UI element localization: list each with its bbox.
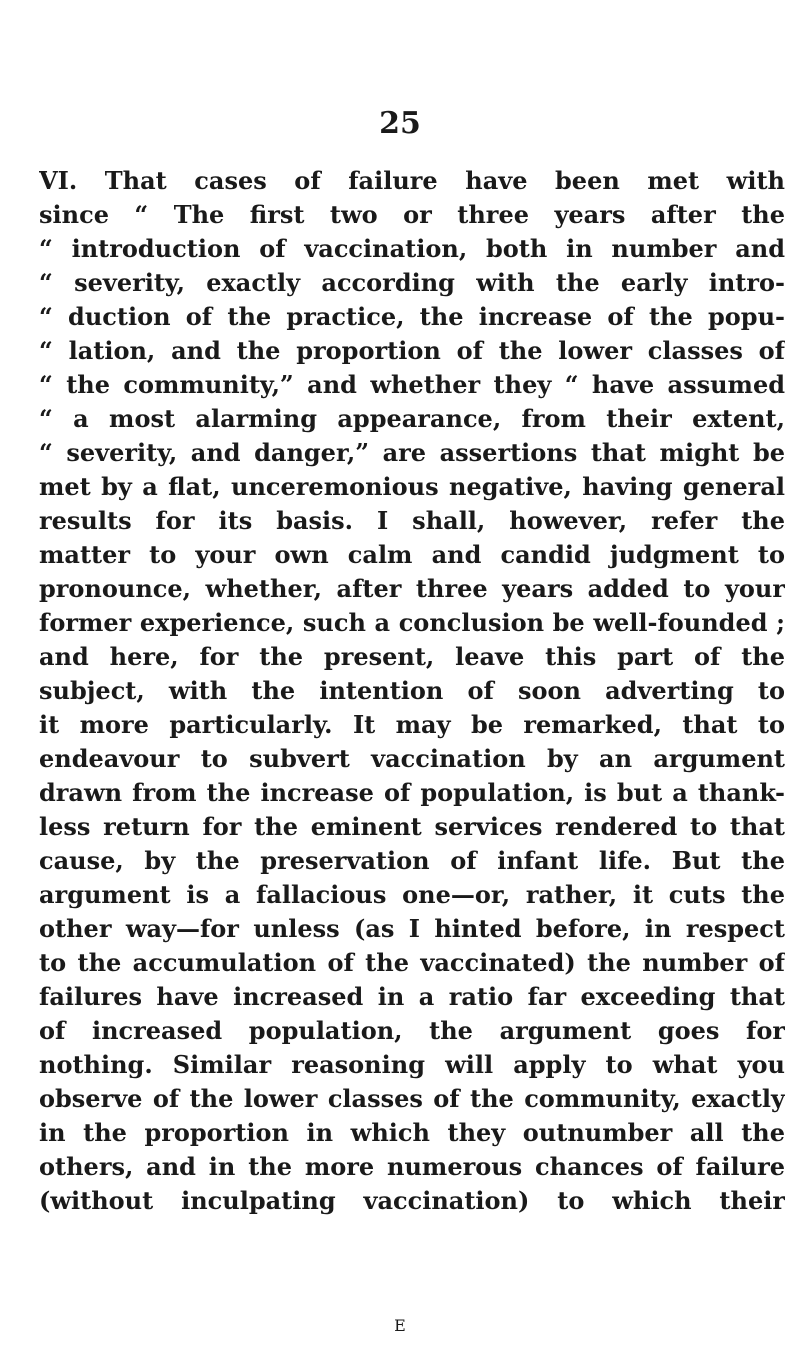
text-line: results for its basis. I shall, however, refer the xyxy=(39,506,785,535)
text-line: (without inculpating vaccination) to which their xyxy=(39,1186,785,1215)
text-line: since “ The first two or three years after the xyxy=(39,200,785,229)
text-line: in the proportion in which they outnumber all the xyxy=(39,1118,785,1147)
text-line: to the accumulation of the vaccinated) the number of xyxy=(39,948,785,977)
text-line: “ severity, and danger,” are assertions that might be xyxy=(39,438,785,467)
text-line: “ introduction of vaccination, both in number and xyxy=(39,234,785,263)
body-text xyxy=(39,164,785,1218)
text-line: less return for the eminent services rendered to that xyxy=(39,812,785,841)
text-line: of increased population, the argument goes for xyxy=(39,1016,785,1045)
text-line: drawn from the increase of population, is but a thank- xyxy=(39,778,785,807)
text-line: former experience, such a conclusion be well-founded ; xyxy=(39,608,785,637)
text-line: cause, by the preservation of infant life. But the xyxy=(39,846,785,875)
text-line: others, and in the more numerous chances of failure xyxy=(39,1152,785,1181)
text-line: other way—for unless (as I hinted before, in respect xyxy=(39,914,785,943)
text-line: argument is a fallacious one—or, rather, it cuts the xyxy=(39,880,785,909)
text-line: “ lation, and the proportion of the lower classes of xyxy=(39,336,785,365)
text-line: “ a most alarming appearance, from their extent, xyxy=(39,404,785,433)
signature-mark: E xyxy=(394,1316,406,1335)
text-line: VI. That cases of failure have been met with xyxy=(39,166,785,195)
text-line: “ severity, exactly according with the early intro- xyxy=(39,268,785,297)
text-line: matter to your own calm and candid judgment to xyxy=(39,540,785,569)
page-number: 25 xyxy=(379,106,421,141)
text-line: failures have increased in a ratio far exceeding that xyxy=(39,982,785,1011)
text-line: endeavour to subvert vaccination by an argument xyxy=(39,744,785,773)
text-line: it more particularly. It may be remarked, that to xyxy=(39,710,785,739)
text-line: observe of the lower classes of the community, exactly xyxy=(39,1084,785,1113)
text-line: subject, with the intention of soon adverting to xyxy=(39,676,785,705)
text-line: nothing. Similar reasoning will apply to what you xyxy=(39,1050,785,1079)
text-line: met by a flat, unceremonious negative, having general xyxy=(39,472,785,501)
text-line: “ duction of the practice, the increase of the popu- xyxy=(39,302,785,331)
text-line: “ the community,” and whether they “ have assumed xyxy=(39,370,785,399)
text-line: pronounce, whether, after three years added to your xyxy=(39,574,785,603)
text-line: and here, for the present, leave this part of the xyxy=(39,642,785,671)
